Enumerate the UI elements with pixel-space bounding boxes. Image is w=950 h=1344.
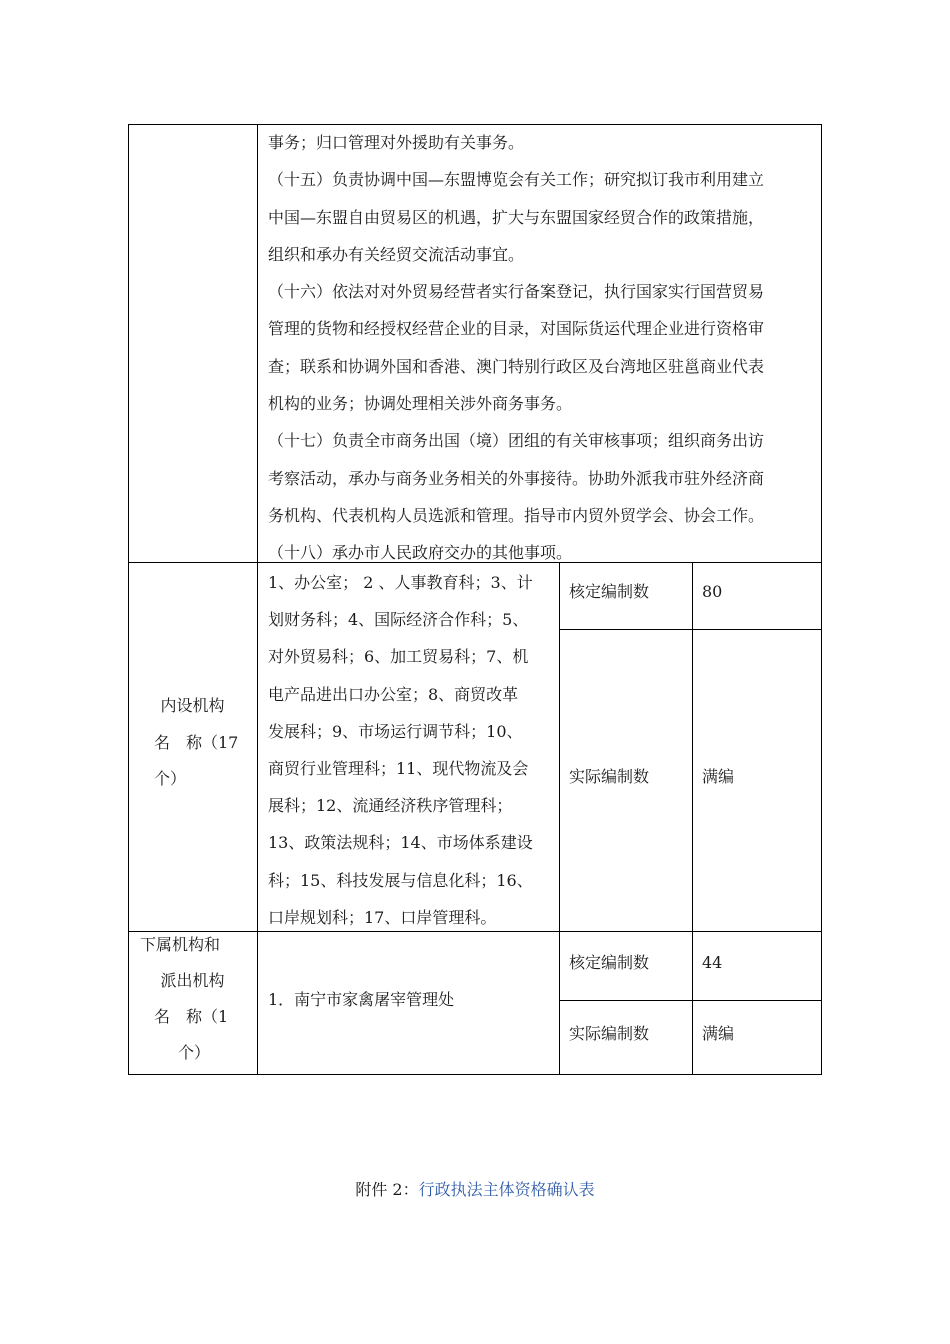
subordinate-units-label-line: 个） bbox=[178, 1043, 211, 1062]
attachment-prefix: 附件 2： bbox=[355, 1180, 419, 1199]
attachment-caption bbox=[0, 1180, 950, 1200]
duty-line: 管理的货物和经授权经营企业的目录，对国际货运代理企业进行资格审 bbox=[268, 319, 765, 339]
duty-line: （十七）负责全市商务出国（境）团组的有关审核事项；组织商务出访 bbox=[268, 431, 765, 451]
duty-line: 查；联系和协调外国和香港、澳门特别行政区及台湾地区驻邕商业代表 bbox=[268, 356, 765, 376]
list-line: 电产品进出口办公室；8、商贸改革 bbox=[268, 684, 519, 704]
organization-table bbox=[128, 124, 822, 1075]
list-line: 发展科；9、市场运行调节科；10、 bbox=[268, 721, 523, 741]
duty-line: 中国—东盟自由贸易区的机遇，扩大与东盟国家经贸合作的政策措施， bbox=[268, 207, 765, 227]
approved-staff-label: 核定编制数 bbox=[569, 953, 650, 972]
cell-divider bbox=[559, 629, 822, 630]
subordinate-units-label-line: 下属机构和 bbox=[140, 935, 221, 954]
list-line: 口岸规划科；17、口岸管理科。 bbox=[268, 907, 497, 927]
column-divider bbox=[257, 124, 258, 1075]
list-line: 对外贸易科；6、加工贸易科；7、机 bbox=[268, 647, 529, 667]
list-line: 1、办公室； 2 、人事教育科；3、计 bbox=[268, 573, 533, 592]
duty-line: 机构的业务；协调处理相关涉外商务事务。 bbox=[268, 394, 573, 414]
internal-units-label-line: 个） bbox=[154, 769, 187, 788]
internal-units-list bbox=[268, 564, 558, 936]
table-border-left bbox=[128, 124, 129, 1075]
subordinate-unit-item: 1．南宁市家禽屠宰管理处 bbox=[268, 990, 455, 1009]
duty-line: 考察活动，承办与商务业务相关的外事接待。协助外派我市驻外经济商 bbox=[268, 468, 765, 488]
list-line: 商贸行业管理科；11、现代物流及会 bbox=[268, 759, 529, 779]
column-divider bbox=[559, 562, 560, 1075]
duty-line: 务机构、代表机构人员选派和管理。指导市内贸外贸学会、协会工作。 bbox=[268, 505, 765, 525]
subordinate-units-label-line: 名 称（1 bbox=[154, 1007, 229, 1026]
duty-line: （十六）依法对对外贸易经营者实行备案登记，执行国家实行国营贸易 bbox=[268, 282, 765, 302]
duty-line: （十八）承办市人民政府交办的其他事项。 bbox=[268, 543, 573, 563]
duty-line: 事务；归口管理对外援助有关事务。 bbox=[268, 133, 525, 152]
actual-staff-label: 实际编制数 bbox=[569, 767, 650, 786]
actual-staff-value: 满编 bbox=[702, 1024, 735, 1043]
list-line: 13、政策法规科；14、市场体系建设 bbox=[268, 833, 533, 853]
attachment-link[interactable]: 行政执法主体资格确认表 bbox=[418, 1180, 595, 1199]
internal-units-label-line: 内设机构 bbox=[160, 696, 225, 715]
list-line: 展科；12、流通经济秩序管理科； bbox=[268, 796, 513, 816]
table-border-right bbox=[821, 124, 822, 1075]
column-divider bbox=[692, 562, 693, 1075]
approved-staff-value: 80 bbox=[702, 582, 723, 601]
subordinate-units-label-line: 派出机构 bbox=[160, 971, 225, 990]
table-border-bottom bbox=[128, 1074, 822, 1075]
duty-line: 组织和承办有关经贸交流活动事宜。 bbox=[268, 244, 525, 264]
list-line: 划财务科；4、国际经济合作科；5、 bbox=[268, 610, 529, 630]
actual-staff-value: 满编 bbox=[702, 767, 735, 786]
cell-divider bbox=[559, 1000, 822, 1001]
approved-staff-value: 44 bbox=[702, 953, 723, 972]
duty-line: （十五）负责协调中国—东盟博览会有关工作；研究拟订我市利用建立 bbox=[268, 170, 765, 190]
list-line: 科；15、科技发展与信息化科；16、 bbox=[268, 870, 533, 890]
duties-text bbox=[268, 124, 818, 572]
internal-units-label-line: 名 称（17 bbox=[154, 733, 239, 752]
actual-staff-label: 实际编制数 bbox=[569, 1024, 650, 1043]
approved-staff-label: 核定编制数 bbox=[569, 582, 650, 601]
